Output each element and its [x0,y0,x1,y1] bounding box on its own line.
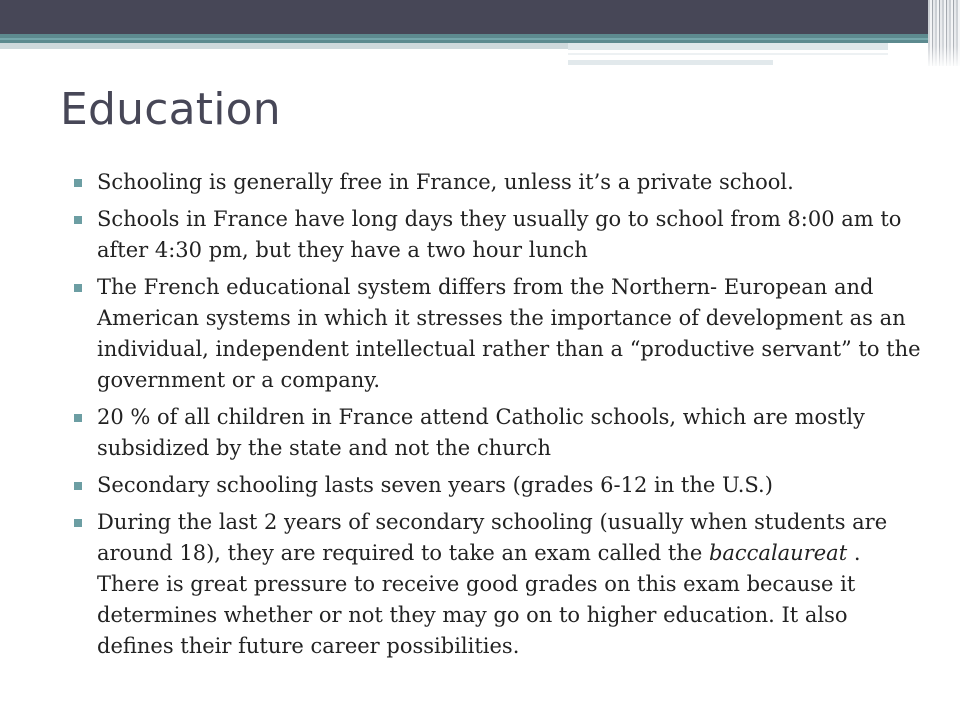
bullet-item [74,470,924,501]
bullet-text-after: . There is great pressure to receive good grades on this exam because it determines whether or not they may go on to higher education. It also defines their future career possibilities. [97,541,861,658]
square-bullet-icon [74,519,82,527]
bullet-item [74,204,924,266]
bullet-item [74,272,924,396]
bullet-item [74,402,924,464]
bullet-list [74,167,924,668]
header-band [0,0,960,34]
square-bullet-icon [74,482,82,490]
bullet-text: Schooling is generally free in France, unless it’s a private school. [97,170,794,194]
bullet-text: Secondary schooling lasts seven years (grades 6-12 in the U.S.) [97,473,773,497]
bullet-text: 20 % of all children in France attend Catholic schools, which are mostly subsidized by the state and not the church [97,405,865,460]
slide-title: Education [60,84,281,135]
bullet-text: Schools in France have long days they usually go to school from 8:00 am to after 4:30 pm, but they have a two hour lunch [97,207,902,262]
square-bullet-icon [74,179,82,187]
bullet-item [74,507,924,662]
corner-stripes-fade [928,0,960,66]
bullet-emphasis: baccalaureat [708,541,848,565]
header-accent-line [568,60,773,65]
header-accent-line [0,43,568,49]
square-bullet-icon [74,284,82,292]
header-accent-highlight [0,38,960,40]
bullet-text-before: During the last 2 years of secondary schooling (usually when students are around 18), they are required to take an exam called the [97,510,888,565]
square-bullet-icon [74,414,82,422]
square-bullet-icon [74,216,82,224]
bullet-item [74,167,924,198]
header-accent-line [568,53,888,55]
bullet-text: The French educational system differs from the Northern- European and American systems in which it stresses the importance of development as an individual, independent intellectual rather than a “productive servant” to the government or a company. [97,275,921,392]
header-accent-line [568,43,888,50]
